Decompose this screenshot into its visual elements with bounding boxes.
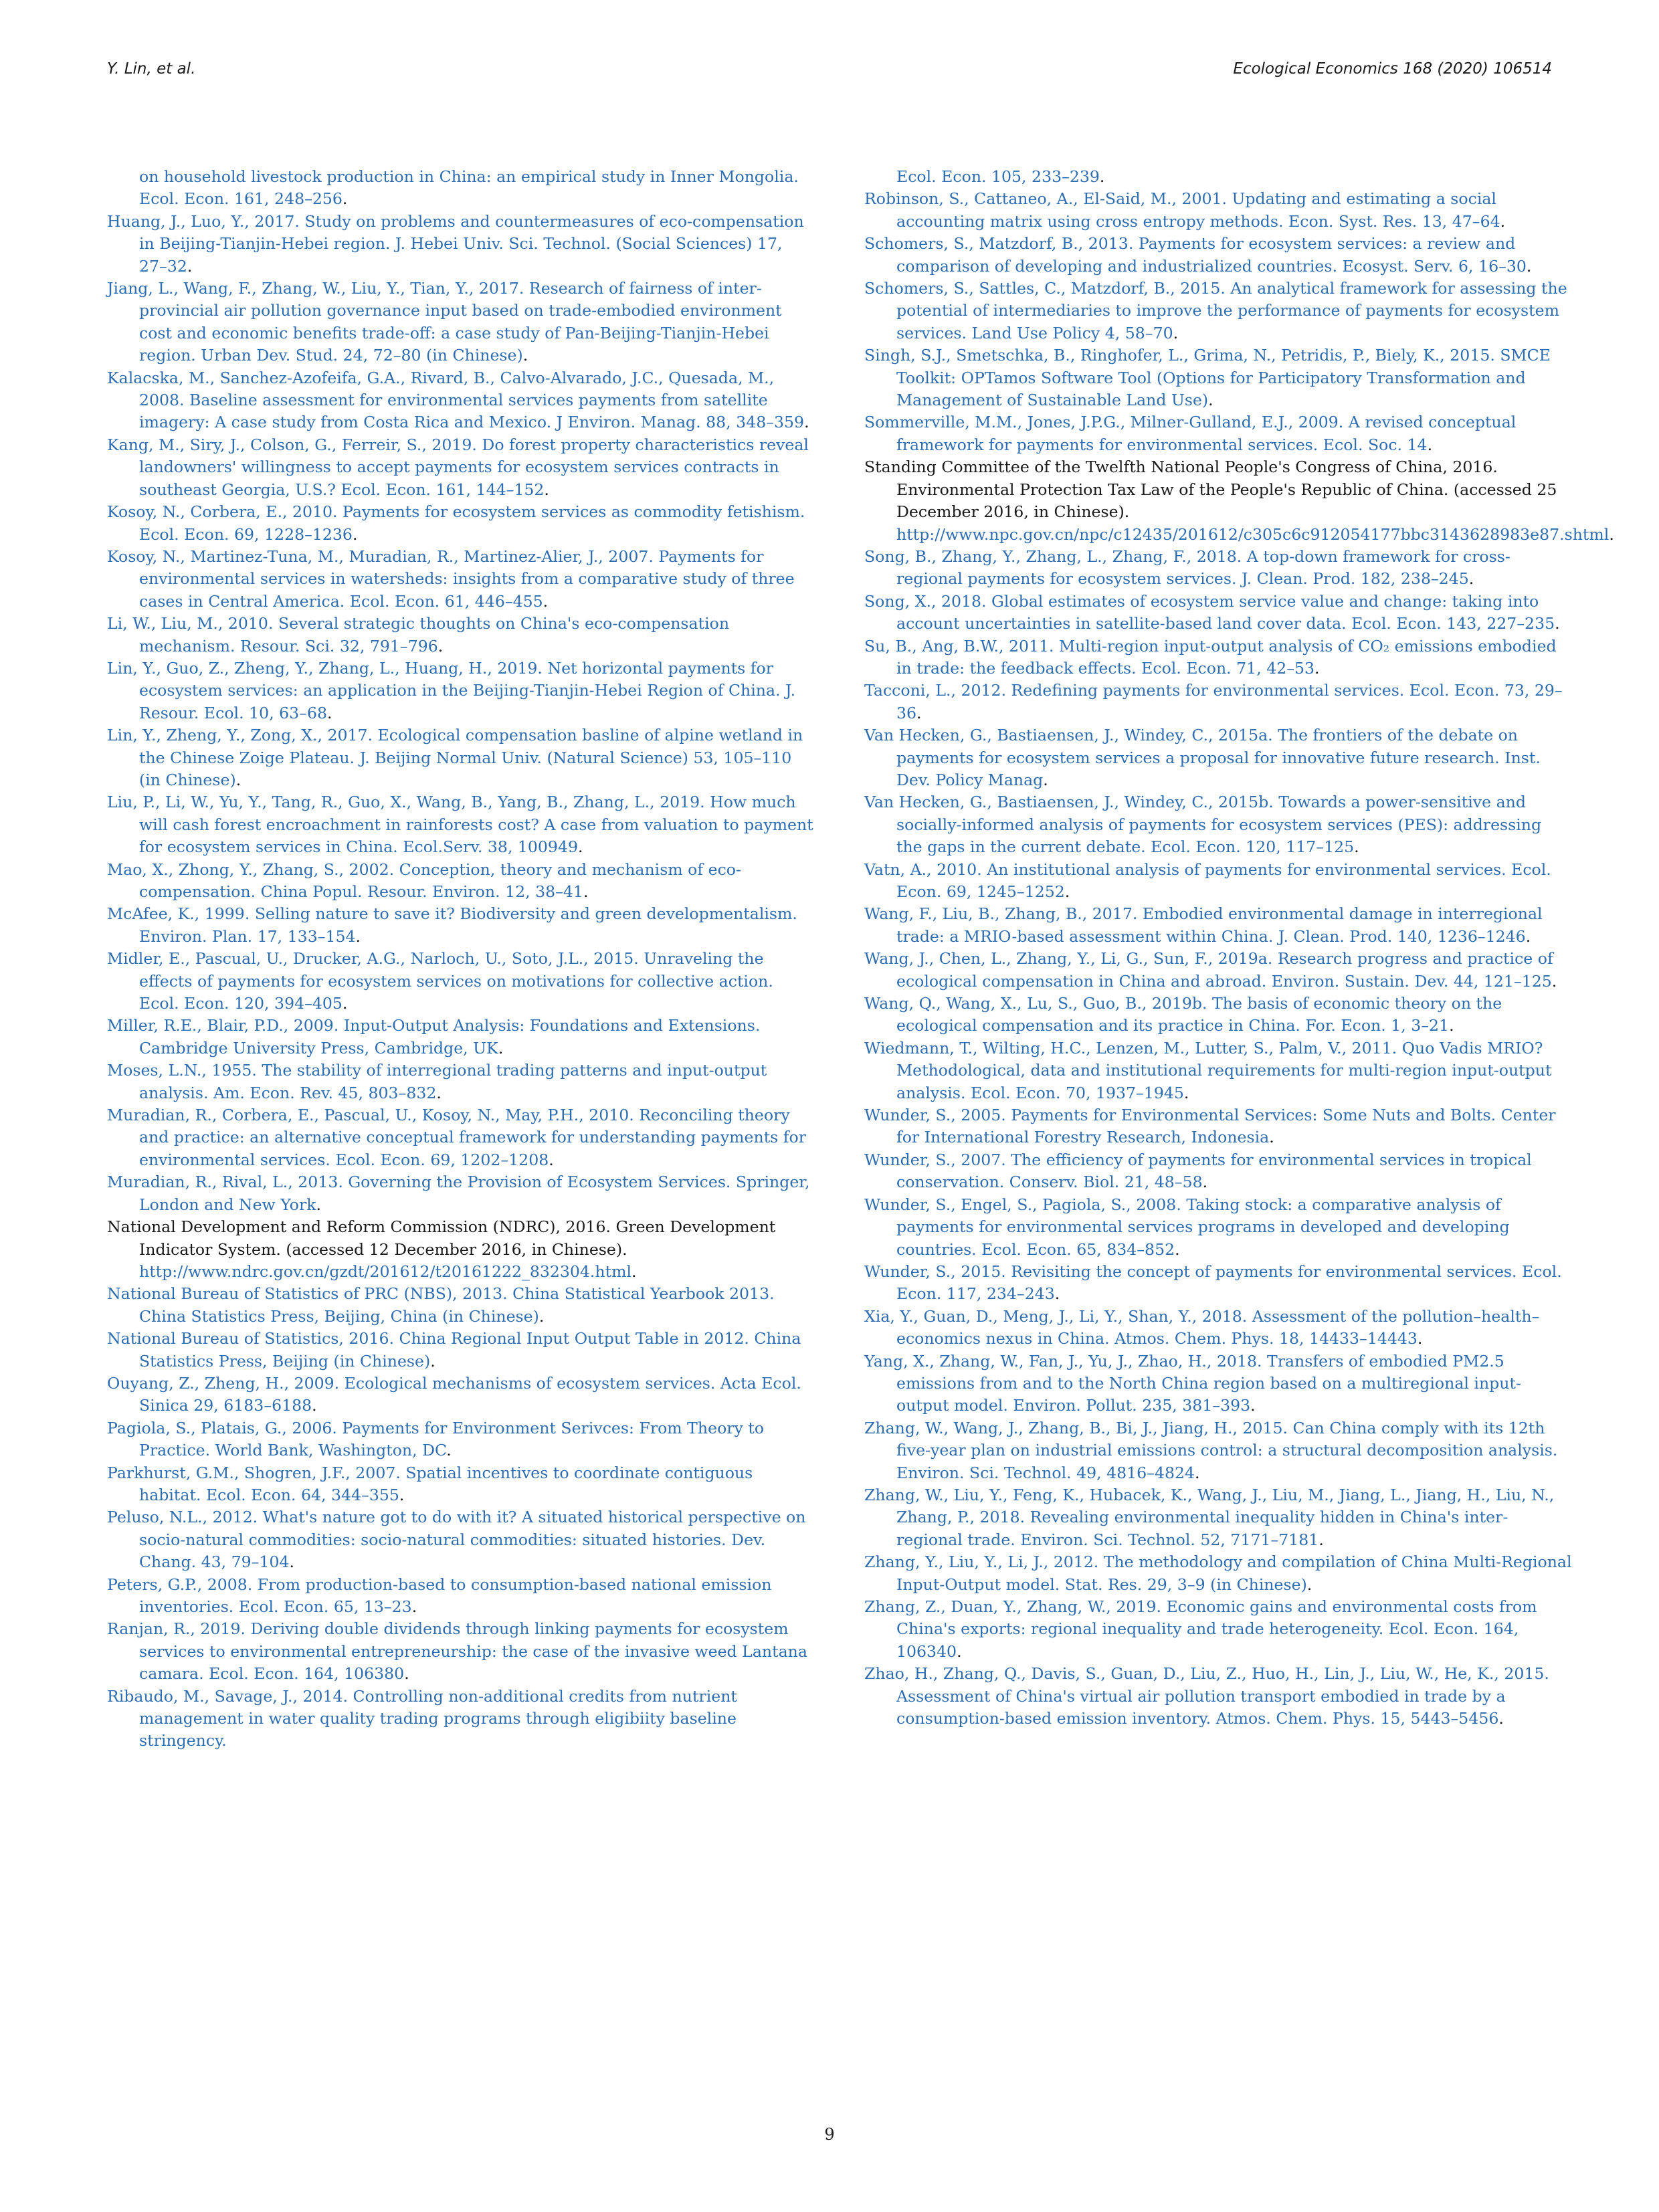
reference-text: Wang, J., Chen, L., Zhang, Y., Li, G., Sun, F., 2019a. Research progress and practice of ecological compensation in China and abroad. Environ. Sustain. Dev. 44, 121–125 — [864, 949, 1553, 991]
reference-text: Peluso, N.L., 2012. What's nature got to do with it? A situated historical perspective on socio-natural commodities: socio-natural commodities: situated histories. Dev. Chang. 43, 79–104 — [107, 1508, 806, 1572]
reference-entry[interactable]: Moses, L.N., 1955. The stability of interregional trading patterns and input-output analysis. Am. Econ. Rev. 45, 803–832. — [107, 1061, 767, 1102]
reference-text: Schomers, S., Matzdorf, B., 2013. Payments for ecosystem services: a review and comparison of developing and industrialized countries. Ecosyst. Serv. 6, 16–30 — [864, 234, 1527, 276]
reference-text: Zhang, Z., Duan, Y., Zhang, W., 2019. Economic gains and environmental costs from China's exports: regional inequality and trade heterogeneity. Ecol. Econ. 164, 106340 — [864, 1597, 1537, 1661]
reference-entry[interactable]: Xia, Y., Guan, D., Meng, J., Li, Y., Shan, Y., 2018. Assessment of the pollution–health–economics nexus in China. Atmos. Chem. Phys. 18, 14433–14443. — [864, 1306, 1540, 1348]
reference-text: Ouyang, Z., Zheng, H., 2009. Ecological mechanisms of ecosystem services. Acta Ecol. Sinica 29, 6183–6188 — [107, 1373, 801, 1415]
reference-text: Wiedmann, T., Wilting, H.C., Lenzen, M., Lutter, S., Palm, V., 2011. Quo Vadis MRIO? Methodological, data and institutional requirements for multi-region input-output analysis. Ecol. Econ. 70, 1937–1945 — [864, 1038, 1552, 1102]
reference-entry[interactable]: McAfee, K., 1999. Selling nature to save it? Biodiversity and green developmentalism. Environ. Plan. 17, 133–154. — [107, 904, 797, 946]
reference-entry[interactable]: Wunder, S., 2015. Revisiting the concept of payments for environmental services. Ecol. Econ. 117, 234–243. — [864, 1262, 1562, 1304]
reference-text: Ribaudo, M., Savage, J., 2014. Controlling non-additional credits from nutrient management in water quality trading programs through eligibiity baseline stringency. — [107, 1686, 737, 1750]
reference-entry[interactable]: Zhao, H., Zhang, Q., Davis, S., Guan, D., Liu, Z., Huo, H., Lin, J., Liu, W., He, K., 2015. Assessment of China's virtual air pollution transport embodied in trade by a consumption-based emission inventory. Atmos. Chem. Phys. 15, 5443–5456. — [864, 1664, 1549, 1728]
reference-entry[interactable]: Sommerville, M.M., Jones, J.P.G., Milner-Gulland, E.J., 2009. A revised conceptual framework for payments for environmental services. Ecol. Soc. 14. — [864, 413, 1517, 454]
reference-text: Song, B., Zhang, Y., Zhang, L., Zhang, F., 2018. A top-down framework for cross-regional payments for ecosystem services. J. Clean. Prod. 182, 238–245 — [864, 546, 1510, 589]
reference-entry[interactable]: Wunder, S., 2007. The efficiency of payments for environmental services in tropical conservation. Conserv. Biol. 21, 48–58. — [864, 1150, 1532, 1192]
reference-text: Zhang, W., Wang, J., Zhang, B., Bi, J., Jiang, H., 2015. Can China comply with its 12th five-year plan on industrial emissions control: a structural decomposition analysis. Environ. Sci. Technol. 49, 4816–4824 — [864, 1418, 1558, 1482]
reference-entry[interactable]: Van Hecken, G., Bastiaensen, J., Windey, C., 2015b. Towards a power-sensitive and socially-informed analysis of payments for ecosystem services (PES): addressing the gaps in the current debate. Ecol. Econ. 120, 117–125. — [864, 793, 1542, 857]
reference-entry[interactable]: Ranjan, R., 2019. Deriving double dividends through linking payments for ecosystem services to environmental entrepreneurship: the case of the invasive weed Lantana camara. Ecol. Econ. 164, 106380. — [107, 1619, 807, 1684]
reference-text: Liu, P., Li, W., Yu, Y., Tang, R., Guo, X., Wang, B., Yang, B., Zhang, L., 2019. How much will cash forest encroachment in rainforests cost? A case from valuation to payment for ecosystem services in China. Ecol.Serv. 38, 100949 — [107, 793, 813, 857]
reference-entry[interactable]: Liu, P., Li, W., Yu, Y., Tang, R., Guo, X., Wang, B., Yang, B., Zhang, L., 2019. How much will cash forest encroachment in rainforests cost? A case from valuation to payment for ecosystem services in China. Ecol.Serv. 38, 100949. — [107, 793, 813, 857]
reference-text: Kalacska, M., Sanchez-Azofeifa, G.A., Rivard, B., Calvo-Alvarado, J.C., Quesada, M., 2008. Baseline assessment for environmental services payments from satellite imagery: A case study from Costa Rica and Mexico. J Environ. Manag. 88, 348–359 — [107, 368, 805, 432]
reference-entry[interactable]: Mao, X., Zhong, Y., Zhang, S., 2002. Conception, theory and mechanism of eco-compensation. China Popul. Resour. Environ. 12, 38–41. — [107, 860, 741, 901]
reference-entry[interactable]: Pagiola, S., Platais, G., 2006. Payments for Environment Serivces: From Theory to Practice. World Bank, Washington, DC. — [107, 1418, 765, 1460]
reference-entry[interactable]: National Bureau of Statistics of PRC (NBS), 2013. China Statistical Yearbook 2013. China Statistics Press, Beijing, China (in Chinese). — [107, 1284, 775, 1326]
reference-text: Lin, Y., Zheng, Y., Zong, X., 2017. Ecological compensation basline of alpine wetland in the Chinese Zoige Plateau. J. Beijing Normal Univ. (Natural Science) 53, 105–110 (in Chinese) — [107, 726, 803, 789]
reference-text: National Bureau of Statistics of PRC (NBS), 2013. China Statistical Yearbook 2013. China Statistics Press, Beijing, China (in Chinese) — [107, 1284, 775, 1326]
reference-entry[interactable]: Song, B., Zhang, Y., Zhang, L., Zhang, F., 2018. A top-down framework for cross-regional payments for ecosystem services. J. Clean. Prod. 182, 238–245. — [864, 546, 1510, 589]
reference-entry[interactable]: Lin, Y., Zheng, Y., Zong, X., 2017. Ecological compensation basline of alpine wetland in the Chinese Zoige Plateau. J. Beijing Normal Univ. (Natural Science) 53, 105–110 (in Chinese). — [107, 726, 803, 789]
reference-text: Parkhurst, G.M., Shogren, J.F., 2007. Spatial incentives to coordinate contiguous habitat. Ecol. Econ. 64, 344–355 — [107, 1463, 753, 1504]
reference-entry[interactable]: Zhang, Z., Duan, Y., Zhang, W., 2019. Economic gains and environmental costs from China's exports: regional inequality and trade heterogeneity. Ecol. Econ. 164, 106340. — [864, 1597, 1537, 1661]
reference-entry[interactable]: Wang, J., Chen, L., Zhang, Y., Li, G., Sun, F., 2019a. Research progress and practice of ecological compensation in China and abroad. Environ. Sustain. Dev. 44, 121–125. — [864, 949, 1557, 991]
reference-entry[interactable]: Zhang, W., Wang, J., Zhang, B., Bi, J., Jiang, H., 2015. Can China comply with its 12th five-year plan on industrial emissions control: a structural decomposition analysis. Environ. Sci. Technol. 49, 4816–4824. — [864, 1418, 1558, 1482]
reference-entry[interactable]: Muradian, R., Rival, L., 2013. Governing the Provision of Ecosystem Services. Springer, London and New York. — [107, 1173, 810, 1214]
reference-text: Su, B., Ang, B.W., 2011. Multi-region input-output analysis of CO₂ emissions embodied in trade: the feedback effects. Ecol. Econ. 71, 42–53 — [864, 636, 1557, 678]
reference-text: Peters, G.P., 2008. From production-based to consumption-based national emission inventories. Ecol. Econ. 65, 13–23 — [107, 1575, 772, 1616]
reference-entry[interactable]: Kosoy, N., Corbera, E., 2010. Payments for ecosystem services as commodity fetishism. Ecol. Econ. 69, 1228–1236. — [107, 502, 805, 544]
reference-entry[interactable]: Song, X., 2018. Global estimates of ecosystem service value and change: taking into account uncertainties in satellite-based land cover data. Ecol. Econ. 143, 227–235. — [864, 591, 1560, 633]
reference-entry[interactable] — [107, 1686, 815, 1752]
reference-entry[interactable]: Parkhurst, G.M., Shogren, J.F., 2007. Spatial incentives to coordinate contiguous habitat. Ecol. Econ. 64, 344–355. — [107, 1463, 753, 1504]
reference-entry[interactable]: Singh, S.J., Smetschka, B., Ringhofer, L., Grima, N., Petridis, P., Biely, K., 2015. SMCE Toolkit: OPTamos Software Tool (Options for Participatory Transformation and Management of Sustainable Land Use). — [864, 346, 1551, 410]
reference-text: Lin, Y., Guo, Z., Zheng, Y., Zhang, L., Huang, H., 2019. Net horizontal payments for ecosystem services: an application in the Beijing-Tianjin-Hebei Region of China. J. Resour. Ecol. 10, 63–68 — [107, 658, 796, 722]
reference-text: Xia, Y., Guan, D., Meng, J., Li, Y., Shan, Y., 2018. Assessment of the pollution–health–economics nexus in China. Atmos. Chem. Phys. 18, 14433–14443 — [864, 1306, 1540, 1348]
running-header-authors: Y. Lin, et al. — [107, 60, 196, 78]
reference-entry[interactable]: Peters, G.P., 2008. From production-based to consumption-based national emission inventories. Ecol. Econ. 65, 13–23. — [107, 1575, 772, 1616]
reference-entry[interactable]: Robinson, S., Cattaneo, A., El-Said, M., 2001. Updating and estimating a social accounting matrix using cross entropy methods. Econ. Syst. Res. 13, 47–64. — [864, 189, 1506, 231]
reference-text: Zhang, W., Liu, Y., Feng, K., Hubacek, K., Wang, J., Liu, M., Jiang, L., Jiang, H., Liu, N., Zhang, P., 2018. Revealing environmental inequality hidden in China's inter-regional trade. Environ. Sci. Technol. 52, 7171–7181 — [864, 1485, 1555, 1549]
reference-text: Kosoy, N., Corbera, E., 2010. Payments for ecosystem services as commodity fetishism. Ecol. Econ. 69, 1228–1236 — [107, 502, 805, 544]
reference-text: Li, W., Liu, M., 2010. Several strategic thoughts on China's eco-compensation mechanism. Resour. Sci. 32, 791–796 — [107, 614, 730, 656]
reference-entry[interactable]: Su, B., Ang, B.W., 2011. Multi-region input-output analysis of CO₂ emissions embodied in trade: the feedback effects. Ecol. Econ. 71, 42–53. — [864, 636, 1557, 678]
reference-text: McAfee, K., 1999. Selling nature to save it? Biodiversity and green developmentalism. Environ. Plan. 17, 133–154 — [107, 904, 797, 946]
reference-entry[interactable]: on household livestock production in China: an empirical study in Inner Mongolia. Ecol. Econ. 161, 248–256. — [139, 167, 799, 209]
reference-entry[interactable]: Ouyang, Z., Zheng, H., 2009. Ecological mechanisms of ecosystem services. Acta Ecol. Sinica 29, 6183–6188. — [107, 1373, 801, 1415]
reference-text: Van Hecken, G., Bastiaensen, J., Windey, C., 2015b. Towards a power-sensitive and socially-informed analysis of payments for ecosystem services (PES): addressing the gaps in the current debate. Ecol. Econ. 120, 117–125 — [864, 793, 1542, 857]
reference-text: Song, X., 2018. Global estimates of ecosystem service value and change: taking into account uncertainties in satellite-based land cover data. Ecol. Econ. 143, 227–235 — [864, 591, 1555, 633]
reference-entry: National Development and Reform Commission (NDRC), 2016. Green Development Indicator System. (accessed 12 December 2016, in Chinese). http://www.ndrc.gov.cn/gzdt/201612/t20161222_832304.html. — [107, 1217, 776, 1281]
reference-text: Vatn, A., 2010. An institutional analysis of payments for environmental services. Ecol. Econ. 69, 1245–1252 — [864, 860, 1551, 901]
reference-entry[interactable]: Muradian, R., Corbera, E., Pascual, U., Kosoy, N., May, P.H., 2010. Reconciling theory and practice: an alternative conceptual framework for understanding payments for environmental services. Ecol. Econ. 69, 1202–1208. — [107, 1106, 807, 1169]
reference-entry[interactable]: Kalacska, M., Sanchez-Azofeifa, G.A., Rivard, B., Calvo-Alvarado, J.C., Quesada, M., 2008. Baseline assessment for environmental services payments from satellite imagery: A case study from Costa Rica and Mexico. J Environ. Manag. 88, 348–359. — [107, 368, 809, 432]
reference-text: Zhang, Y., Liu, Y., Li, J., 2012. The methodology and compilation of China Multi-Regional Input-Output model. Stat. Res. 29, 3–9 (in Chinese) — [864, 1552, 1572, 1594]
reference-text: Wang, Q., Wang, X., Lu, S., Guo, B., 2019b. The basis of economic theory on the ecological compensation and its practice in China. For. Econ. 1, 3–21 — [864, 994, 1502, 1035]
reference-text: on household livestock production in China: an empirical study in Inner Mongolia. Ecol. Econ. 161, 248–256 — [139, 167, 799, 209]
reference-entry[interactable]: Jiang, L., Wang, F., Zhang, W., Liu, Y., Tian, Y., 2017. Research of fairness of inter-provincial air pollution governance input based on trade-embodied environment cost and economic benefits trade-off: a case study of Pan-Beijing-Tianjin-Hebei region. Urban Dev. Stud. 24, 72–80 (in Chinese). — [107, 279, 782, 365]
references-right-column — [864, 166, 1614, 1730]
reference-entry[interactable]: Huang, J., Luo, Y., 2017. Study on problems and countermeasures of eco-compensation in Beijing-Tianjin-Hebei region. J. Hebei Univ. Sci. Technol. (Social Sciences) 17, 27–32. — [107, 211, 804, 276]
reference-entry[interactable]: Zhang, W., Liu, Y., Feng, K., Hubacek, K., Wang, J., Liu, M., Jiang, L., Jiang, H., Liu, N., Zhang, P., 2018. Revealing environmental inequality hidden in China's inter-regional trade. Environ. Sci. Technol. 52, 7171–7181. — [864, 1485, 1555, 1549]
reference-text: Zhao, H., Zhang, Q., Davis, S., Guan, D., Liu, Z., Huo, H., Lin, J., Liu, W., He, K., 2015. Assessment of China's virtual air pollution transport embodied in trade by a consumption-based emission inventory. Atmos. Chem. Phys. 15, 5443–5456 — [864, 1664, 1549, 1728]
reference-text: Muradian, R., Rival, L., 2013. Governing the Provision of Ecosystem Services. Springer, London and New York — [107, 1173, 810, 1214]
reference-entry[interactable]: Schomers, S., Matzdorf, B., 2013. Payments for ecosystem services: a review and comparison of developing and industrialized countries. Ecosyst. Serv. 6, 16–30. — [864, 234, 1532, 276]
reference-url-link[interactable]: http://www.npc.gov.cn/npc/c12435/201612/c305c6c912054177bbc3143628983e87.shtml — [896, 524, 1609, 544]
reference-entry[interactable]: Wang, F., Liu, B., Zhang, B., 2017. Embodied environmental damage in interregional trade: a MRIO-based assessment within China. J. Clean. Prod. 140, 1236–1246. — [864, 904, 1543, 946]
reference-text: Yang, X., Zhang, W., Fan, J., Yu, J., Zhao, H., 2018. Transfers of embodied PM2.5 emissions from and to the North China region based on a multiregional input-output model. Environ. Pollut. 235, 381–393 — [864, 1351, 1521, 1415]
reference-entry[interactable]: Wiedmann, T., Wilting, H.C., Lenzen, M., Lutter, S., Palm, V., 2011. Quo Vadis MRIO? Methodological, data and institutional requirements for multi-region input-output analysis. Ecol. Econ. 70, 1937–1945. — [864, 1038, 1552, 1102]
reference-text: Wunder, S., 2005. Payments for Environmental Services: Some Nuts and Bolts. Center for International Forestry Research, Indonesia — [864, 1106, 1556, 1147]
reference-entry[interactable]: Li, W., Liu, M., 2010. Several strategic thoughts on China's eco-compensation mechanism. Resour. Sci. 32, 791–796. — [107, 614, 730, 656]
reference-entry[interactable]: Kosoy, N., Martinez-Tuna, M., Muradian, R., Martinez-Alier, J., 2007. Payments for environmental services in watersheds: insights from a comparative study of three cases in Central America. Ecol. Econ. 61, 446–455. — [107, 546, 795, 611]
reference-text: Singh, S.J., Smetschka, B., Ringhofer, L., Grima, N., Petridis, P., Biely, K., 2015. SMCE Toolkit: OPTamos Software Tool (Options for Participatory Transformation and Management of Sustainable Land Use) — [864, 346, 1551, 410]
reference-text: Tacconi, L., 2012. Redefining payments for environmental services. Ecol. Econ. 73, 29–36 — [864, 681, 1563, 722]
reference-entry[interactable]: Miller, R.E., Blair, P.D., 2009. Input-Output Analysis: Foundations and Extensions. Cambridge University Press, Cambridge, UK. — [107, 1016, 761, 1058]
reference-text: Standing Committee of the Twelfth National People's Congress of China, 2016. Environmental Protection Tax Law of the People's Republic of China. (accessed 25 December 2016, in Chinese). — [864, 458, 1557, 522]
reference-entry[interactable]: Zhang, Y., Liu, Y., Li, J., 2012. The methodology and compilation of China Multi-Regional Input-Output model. Stat. Res. 29, 3–9 (in Chinese). — [864, 1552, 1572, 1594]
reference-text: Schomers, S., Sattles, C., Matzdorf, B., 2015. An analytical framework for assessing the potential of intermediaries to improve the performance of payments for ecosystem services. Land Use Policy 4, 58–70 — [864, 279, 1567, 342]
reference-entry[interactable]: Midler, E., Pascual, U., Drucker, A.G., Narloch, U., Soto, J.L., 2015. Unraveling the effects of payments for ecosystem services on motivations for collective action. Ecol. Econ. 120, 394–405. — [107, 949, 773, 1013]
reference-text: Moses, L.N., 1955. The stability of interregional trading patterns and input-output analysis. Am. Econ. Rev. 45, 803–832 — [107, 1061, 767, 1102]
reference-text: Kang, M., Siry, J., Colson, G., Ferreir, S., 2019. Do forest property characteristics reveal landowners' willingness to accept payments for ecosystem services contracts in southeast Georgia, U.S.? Ecol. Econ. 161, 144–152 — [107, 435, 809, 499]
reference-entry[interactable]: Vatn, A., 2010. An institutional analysis of payments for environmental services. Ecol. Econ. 69, 1245–1252. — [864, 860, 1551, 901]
reference-text: Midler, E., Pascual, U., Drucker, A.G., Narloch, U., Soto, J.L., 2015. Unraveling the effects of payments for ecosystem services on motivations for collective action. Ecol. Econ. 120, 394–405 — [107, 949, 773, 1013]
reference-entry[interactable]: Ecol. Econ. 105, 233–239. — [896, 167, 1105, 186]
reference-entry[interactable]: National Bureau of Statistics, 2016. China Regional Input Output Table in 2012. China Statistics Press, Beijing (in Chinese). — [107, 1329, 801, 1371]
reference-entry[interactable]: Yang, X., Zhang, W., Fan, J., Yu, J., Zhao, H., 2018. Transfers of embodied PM2.5 emissions from and to the North China region based on a multiregional input-output model. Environ. Pollut. 235, 381–393. — [864, 1351, 1521, 1415]
reference-entry[interactable]: Peluso, N.L., 2012. What's nature got to do with it? A situated historical perspective on socio-natural commodities: socio-natural commodities: situated histories. Dev. Chang. 43, 79–104. — [107, 1508, 806, 1572]
reference-text: National Bureau of Statistics, 2016. China Regional Input Output Table in 2012. China Statistics Press, Beijing (in Chinese) — [107, 1329, 801, 1371]
page-number: 9 — [824, 2125, 835, 2144]
reference-text: Wunder, S., Engel, S., Pagiola, S., 2008. Taking stock: a comparative analysis of payments for environmental services programs in developed and developing countries. Ecol. Econ. 65, 834–852 — [864, 1195, 1510, 1259]
reference-entry[interactable]: Van Hecken, G., Bastiaensen, J., Windey, C., 2015a. The frontiers of the debate on payments for ecosystem services a proposal for innovative future research. Inst. Dev. Policy Manag. — [864, 726, 1541, 789]
reference-text: Mao, X., Zhong, Y., Zhang, S., 2002. Conception, theory and mechanism of eco-compensation. China Popul. Resour. Environ. 12, 38–41 — [107, 860, 741, 901]
reference-text: Miller, R.E., Blair, P.D., 2009. Input-Output Analysis: Foundations and Extensions. Cambridge University Press, Cambridge, UK — [107, 1016, 761, 1058]
reference-entry[interactable]: Wunder, S., Engel, S., Pagiola, S., 2008. Taking stock: a comparative analysis of payments for environmental services programs in developed and developing countries. Ecol. Econ. 65, 834–852. — [864, 1195, 1510, 1259]
reference-entry[interactable]: Wang, Q., Wang, X., Lu, S., Guo, B., 2019b. The basis of economic theory on the ecological compensation and its practice in China. For. Econ. 1, 3–21. — [864, 994, 1502, 1035]
reference-text: Pagiola, S., Platais, G., 2006. Payments for Environment Serivces: From Theory to Practice. World Bank, Washington, DC — [107, 1418, 765, 1460]
reference-text: Huang, J., Luo, Y., 2017. Study on problems and countermeasures of eco-compensation in Beijing-Tianjin-Hebei region. J. Hebei Univ. Sci. Technol. (Social Sciences) 17, 27–32 — [107, 211, 804, 276]
reference-entry[interactable]: Schomers, S., Sattles, C., Matzdorf, B., 2015. An analytical framework for assessing the potential of intermediaries to improve the performance of payments for ecosystem services. Land Use Policy 4, 58–70. — [864, 279, 1567, 342]
reference-text: Kosoy, N., Martinez-Tuna, M., Muradian, R., Martinez-Alier, J., 2007. Payments for environmental services in watersheds: insights from a comparative study of three cases in Central America. Ecol. Econ. 61, 446–455 — [107, 546, 795, 611]
reference-text: Sommerville, M.M., Jones, J.P.G., Milner-Gulland, E.J., 2009. A revised conceptual framework for payments for environmental services. Ecol. Soc. 14 — [864, 413, 1517, 454]
reference-entry[interactable]: Wunder, S., 2005. Payments for Environmental Services: Some Nuts and Bolts. Center for International Forestry Research, Indonesia. — [864, 1106, 1556, 1147]
reference-text: Wunder, S., 2015. Revisiting the concept of payments for environmental services. Ecol. Econ. 117, 234–243 — [864, 1262, 1562, 1304]
reference-text: Jiang, L., Wang, F., Zhang, W., Liu, Y., Tian, Y., 2017. Research of fairness of inter-provincial air pollution governance input based on trade-embodied environment cost and economic benefits trade-off: a case study of Pan-Beijing-Tianjin-Hebei region. Urban Dev. Stud. 24, 72–80 (in Chinese) — [107, 279, 782, 365]
reference-text: Robinson, S., Cattaneo, A., El-Said, M., 2001. Updating and estimating a social accounting matrix using cross entropy methods. Econ. Syst. Res. 13, 47–64 — [864, 189, 1500, 231]
reference-text: Muradian, R., Corbera, E., Pascual, U., Kosoy, N., May, P.H., 2010. Reconciling theory and practice: an alternative conceptual framework for understanding payments for environmental services. Ecol. Econ. 69, 1202–1208 — [107, 1106, 807, 1169]
references-left-column — [107, 166, 815, 1752]
reference-url-link[interactable]: http://www.ndrc.gov.cn/gzdt/201612/t20161222_832304.html — [139, 1262, 631, 1281]
reference-text: National Development and Reform Commission (NDRC), 2016. Green Development Indicator System. (accessed 12 December 2016, in Chinese). — [107, 1217, 776, 1259]
reference-text: Wang, F., Liu, B., Zhang, B., 2017. Embodied environmental damage in interregional trade: a MRIO-based assessment within China. J. Clean. Prod. 140, 1236–1246 — [864, 904, 1543, 946]
reference-entry[interactable]: Lin, Y., Guo, Z., Zheng, Y., Zhang, L., Huang, H., 2019. Net horizontal payments for ecosystem services: an application in the Beijing-Tianjin-Hebei Region of China. J. Resour. Ecol. 10, 63–68. — [107, 658, 796, 722]
reference-text: Wunder, S., 2007. The efficiency of payments for environmental services in tropical conservation. Conserv. Biol. 21, 48–58 — [864, 1150, 1532, 1192]
reference-entry[interactable]: Kang, M., Siry, J., Colson, G., Ferreir, S., 2019. Do forest property characteristics reveal landowners' willingness to accept payments for ecosystem services contracts in southeast Georgia, U.S.? Ecol. Econ. 161, 144–152. — [107, 435, 809, 499]
reference-text: Van Hecken, G., Bastiaensen, J., Windey, C., 2015a. The frontiers of the debate on payments for ecosystem services a proposal for innovative future research. Inst. Dev. Policy Manag — [864, 726, 1541, 789]
reference-entry[interactable]: Tacconi, L., 2012. Redefining payments for environmental services. Ecol. Econ. 73, 29–36. — [864, 681, 1563, 722]
reference-text: Ranjan, R., 2019. Deriving double dividends through linking payments for ecosystem services to environmental entrepreneurship: the case of the invasive weed Lantana camara. Ecol. Econ. 164, 106380 — [107, 1619, 807, 1684]
reference-entry: Standing Committee of the Twelfth National People's Congress of China, 2016. Environmental Protection Tax Law of the People's Republic of China. (accessed 25 December 2016, in Chinese). http://www.npc.gov.cn/npc/c12435/201612/c305c6c912054177bbc3143628983e87.shtml. — [864, 458, 1614, 544]
reference-text: Ecol. Econ. 105, 233–239 — [896, 167, 1100, 186]
running-header-journal: Ecological Economics 168 (2020) 106514 — [1233, 60, 1552, 78]
